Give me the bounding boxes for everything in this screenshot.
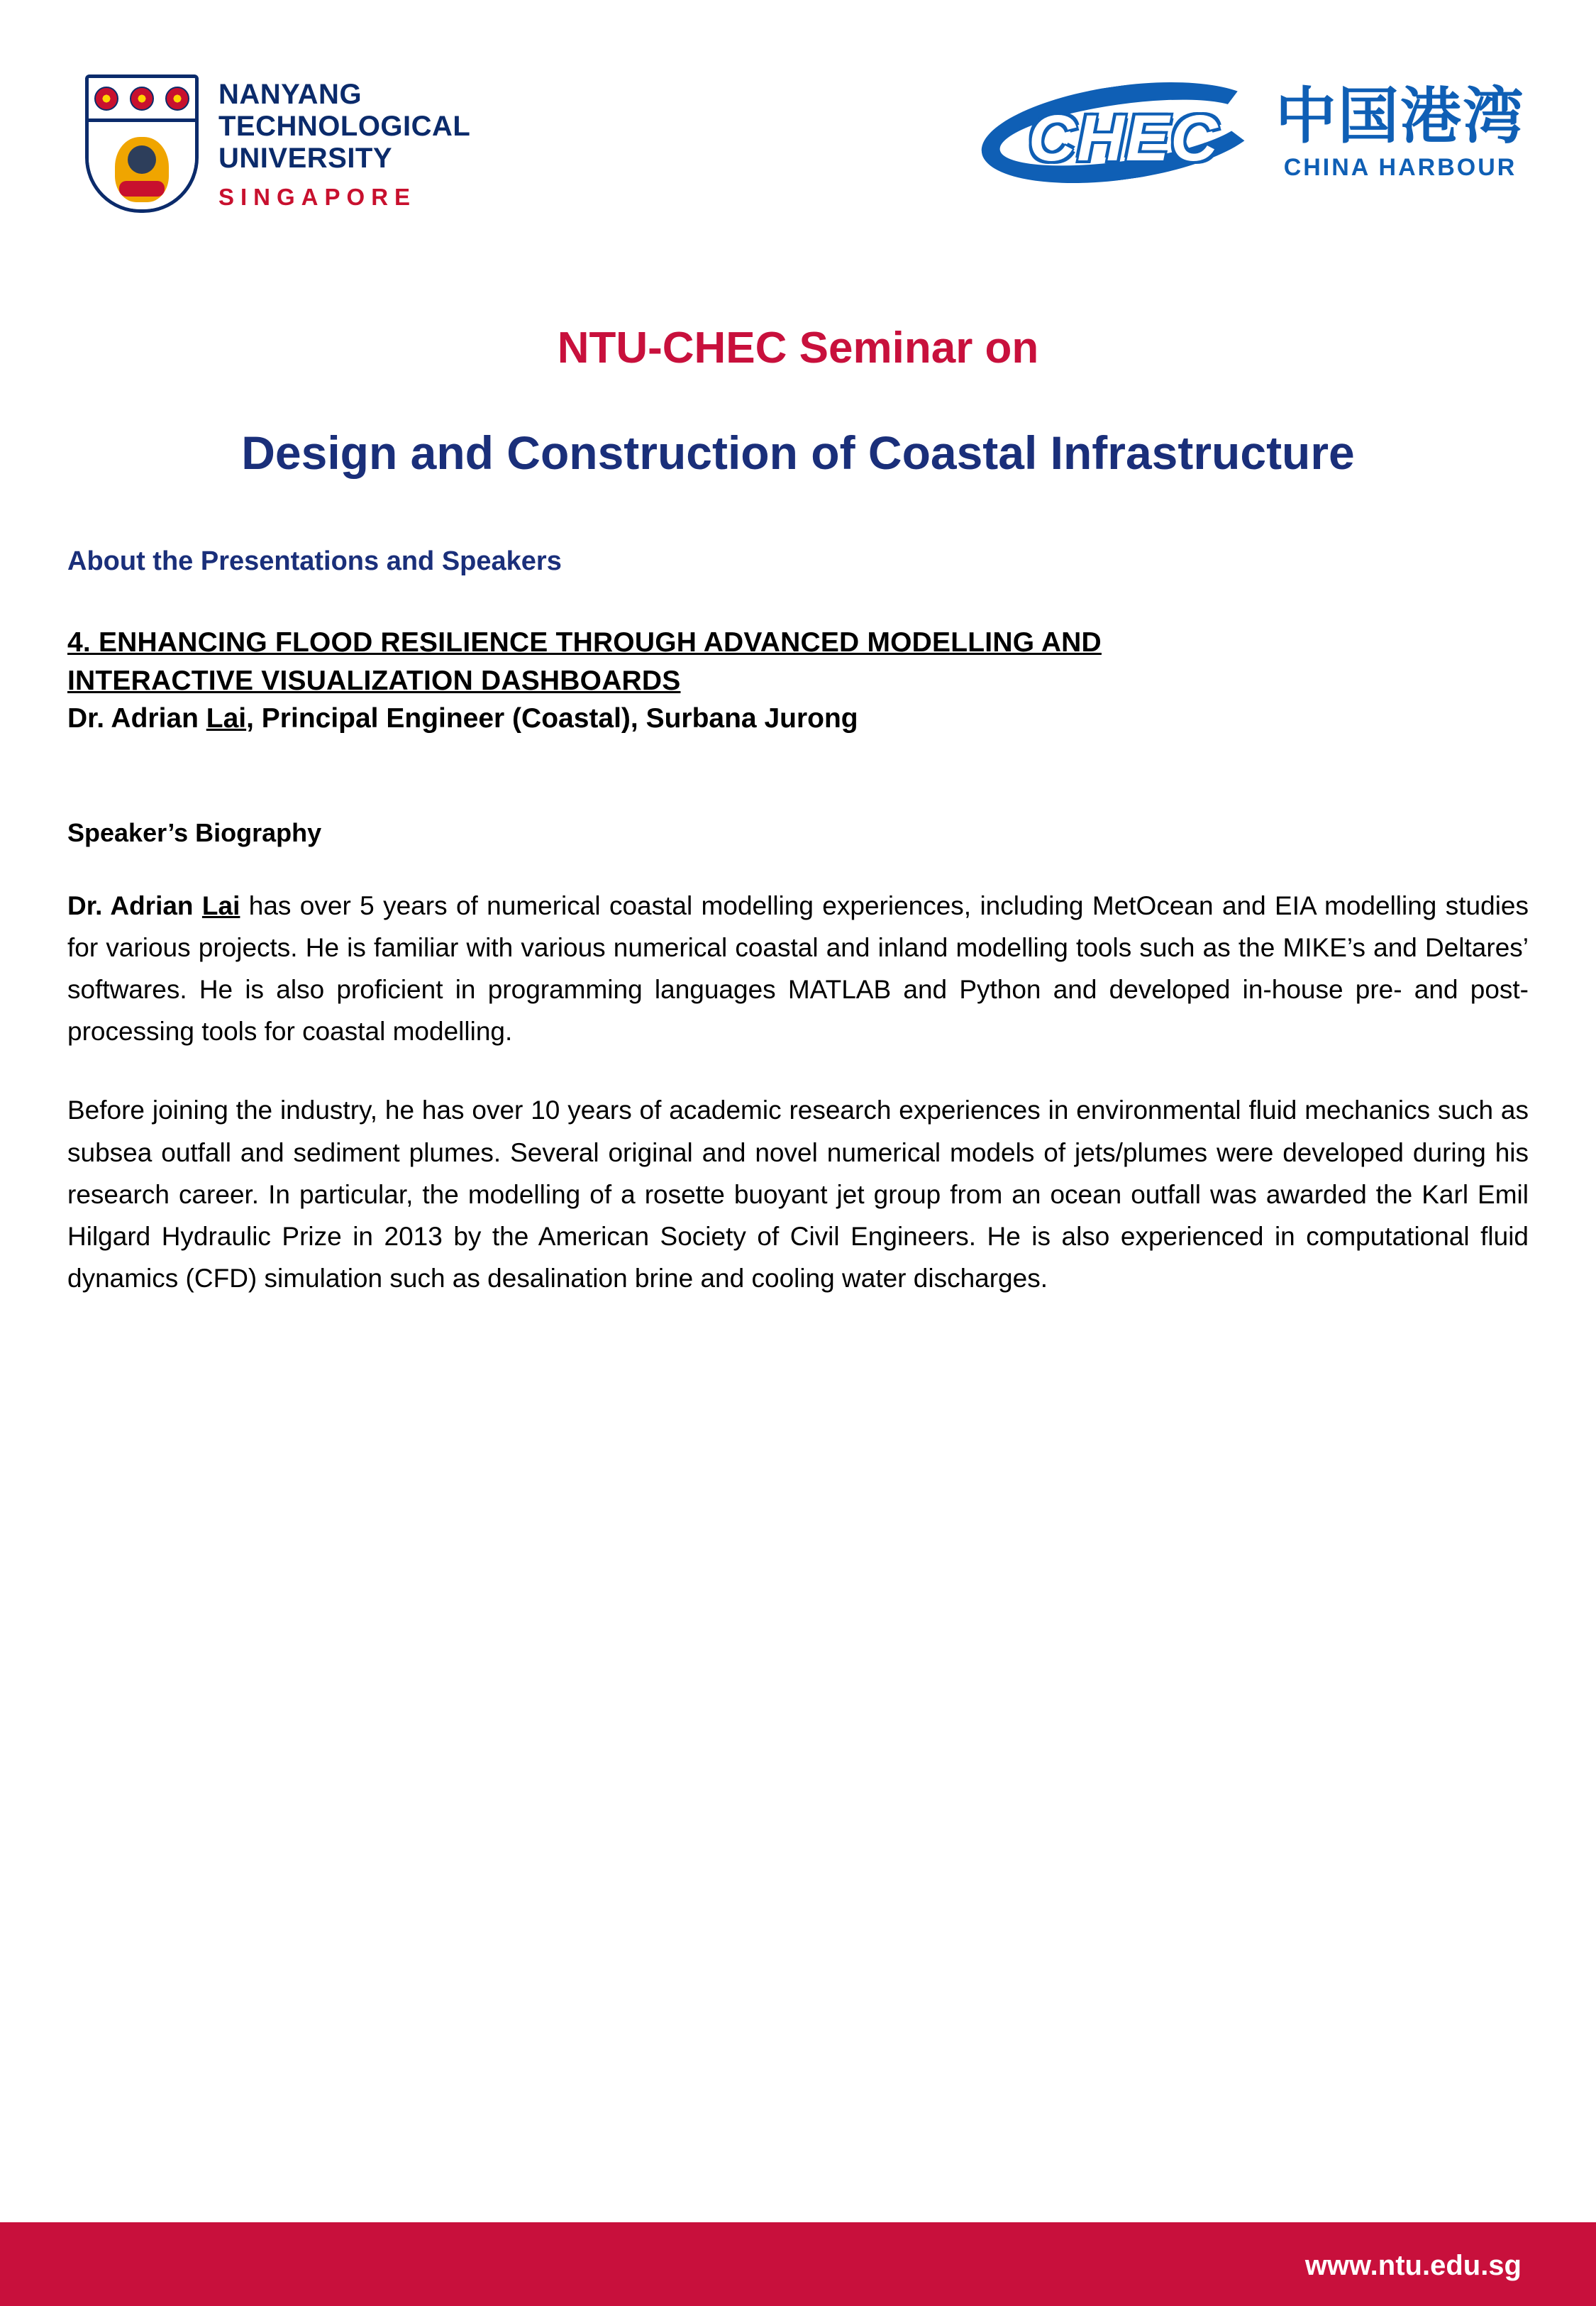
talk-title — [67, 624, 1529, 700]
section-heading: About the Presentations and Speakers — [67, 546, 562, 576]
speaker-role: , Principal Engineer (Coastal), Surbana Jurong — [246, 702, 858, 734]
crest-flower-icon — [130, 87, 154, 111]
speaker-name-prefix: Dr. Adrian — [67, 702, 206, 734]
speaker-affiliation — [67, 703, 1529, 734]
ntu-crest-icon — [85, 75, 199, 213]
crest-lion-icon — [115, 137, 169, 202]
crest-flower-icon — [94, 87, 118, 111]
chec-english-name: CHINA HARBOUR — [1283, 153, 1517, 181]
ntu-name-line-1: NANYANG — [218, 79, 362, 110]
bio-lead-name-prefix: Dr. Adrian — [67, 890, 202, 920]
chec-chinese-name: 中国港湾 — [1275, 80, 1525, 152]
ntu-name-line-2: TECHNOLOGICAL — [218, 110, 471, 142]
chec-wordmark — [1275, 80, 1525, 182]
ntu-name-line-3: UNIVERSITY — [218, 142, 393, 174]
seminar-title-line-2: Design and Construction of Coastal Infrastructure — [241, 426, 1355, 479]
page-header — [0, 67, 1596, 273]
ntu-wordmark — [218, 75, 470, 211]
crest-flower-icon — [165, 87, 189, 111]
talk-title-line-2: INTERACTIVE VISUALIZATION DASHBOARDS — [67, 665, 681, 696]
document-body — [67, 546, 1529, 1299]
bio-paragraph-1-text: has over 5 years of numerical coastal modelling experiences, including MetOcean and EIA modelling studies for various projects. He is familiar with various numerical coastal and inland modelling tools such as the MIKE’s and Deltares’ softwares. He is also proficient in programming languages MATLAB and Python and developed in-house pre- and post-processing tools for coastal modelling. — [67, 890, 1529, 1047]
footer-website-url[interactable]: www.ntu.edu.sg — [1304, 2250, 1522, 2281]
talk-title-line-1: 4. ENHANCING FLOOD RESILIENCE THROUGH ADVANCED MODELLING AND — [67, 627, 1102, 658]
ntu-logo — [85, 75, 470, 213]
chec-logo — [980, 80, 1525, 187]
speaker-surname: Lai — [206, 702, 247, 734]
chec-swoosh-icon — [980, 80, 1264, 187]
biography-paragraph-1 — [67, 885, 1529, 1053]
biography-heading: Speaker’s Biography — [67, 817, 322, 847]
biography-paragraph-2: Before joining the industry, he has over 10 years of academic research experiences in environmental fluid mechanics such as subsea outfall and sediment plumes. Several original and novel numerical models of jets/plumes were developed during his research career. In particular, the modelling of a rosette buoyant jet group from an ocean outfall was awarded the Karl Emil Hilgard Hydraulic Prize in 2013 by the American Society of Civil Engineers. He is also experienced in computational fluid dynamics (CFD) simulation such as desalination brine and cooling water discharges. — [67, 1096, 1529, 1293]
chec-mark-text: CHEC — [1029, 102, 1219, 175]
footer-divider — [0, 2217, 1596, 2222]
ntu-country-label: SINGAPORE — [218, 184, 417, 211]
bio-lead-surname: Lai — [201, 890, 240, 920]
seminar-title-line-1: NTU-CHEC Seminar on — [557, 324, 1039, 373]
